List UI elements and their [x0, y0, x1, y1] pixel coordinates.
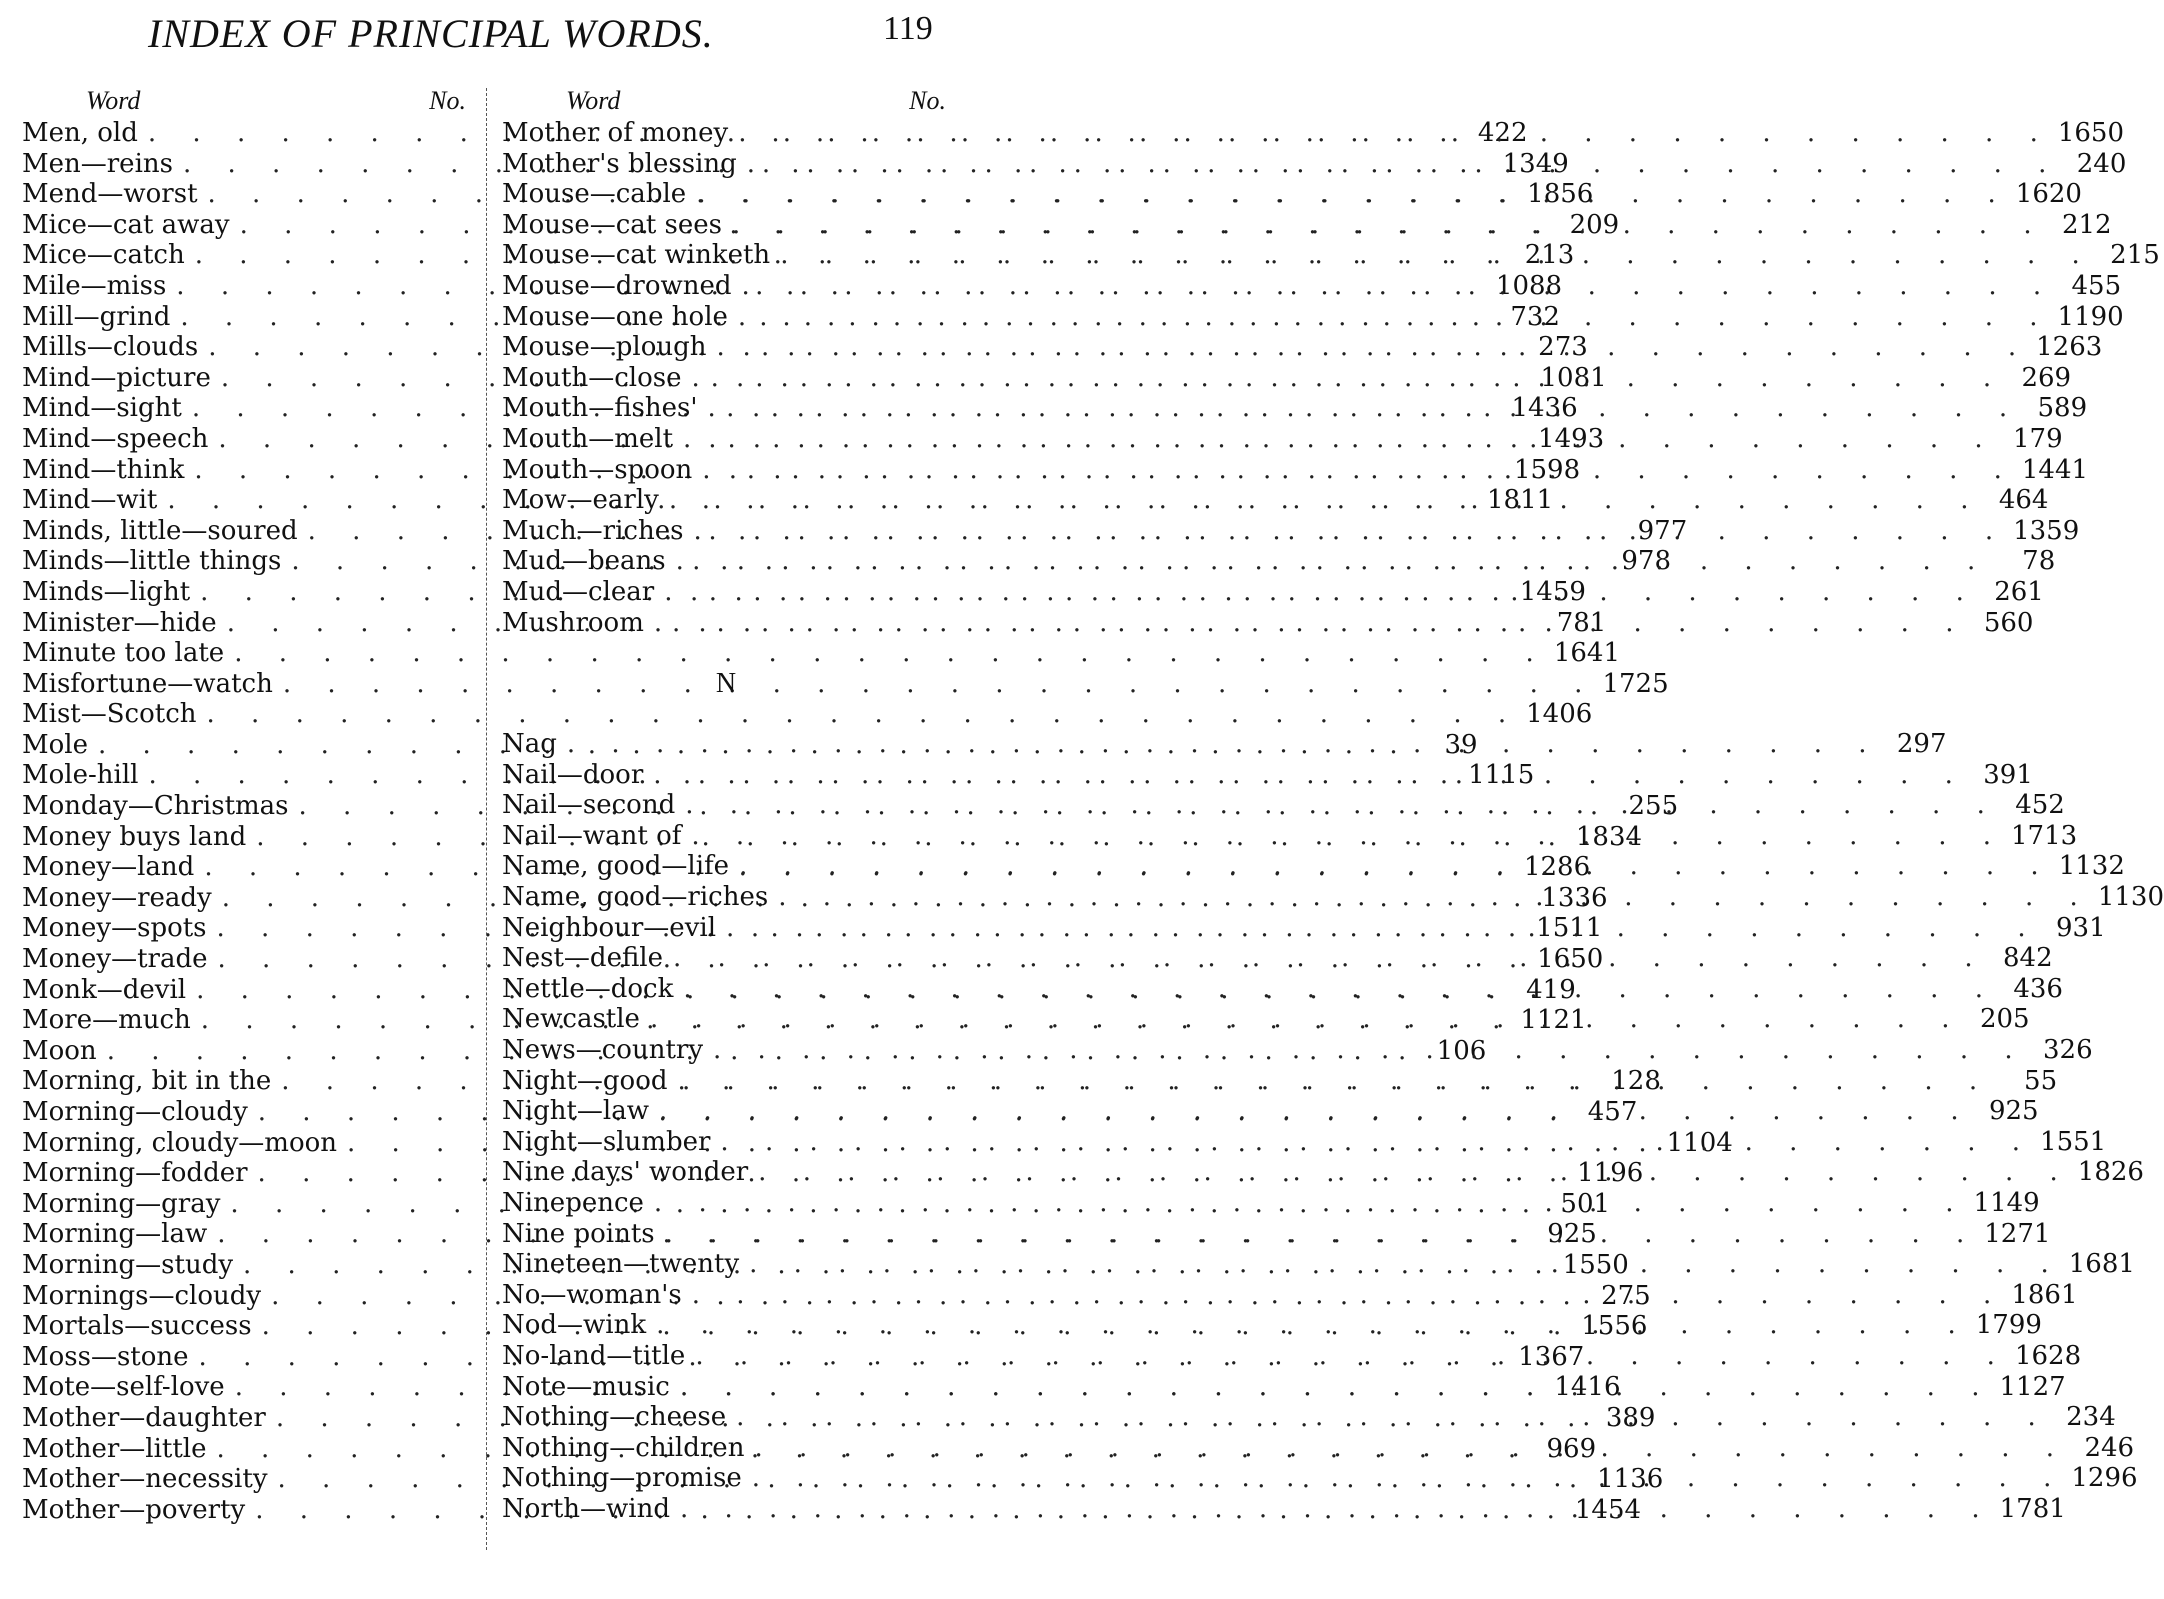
- entry-word: Monday—Christmas: [22, 791, 289, 822]
- entry-number: 261: [1994, 576, 2044, 607]
- leader-dots: [737, 149, 2061, 180]
- leader-dots: [673, 424, 1997, 455]
- entry-word: Mind—think: [22, 454, 185, 485]
- column-header-word: Word: [86, 86, 141, 115]
- entry-number: 969: [1546, 1433, 1597, 1464]
- entry-word: Night—good: [502, 1065, 668, 1096]
- entry-number: 212: [2061, 209, 2112, 240]
- entry-word: Nod—wink: [502, 1310, 647, 1341]
- entry-word: Mind—wit: [22, 485, 158, 516]
- entry-word: Mother—little: [22, 1433, 207, 1464]
- entry-number: 246: [2084, 1432, 2135, 1463]
- entry-number: 1454: [1574, 1494, 1642, 1525]
- entry-word: Mice—cat away: [22, 209, 230, 240]
- entry-number: 1811: [1486, 485, 1554, 516]
- entry-word: Mills—clouds: [22, 332, 199, 363]
- entry-word: Night—law: [502, 1096, 649, 1127]
- entry-word: Nothing—children: [502, 1432, 745, 1463]
- entry-number: 1286: [1523, 852, 1591, 883]
- entry-number: 1628: [2014, 1340, 2082, 1371]
- entry-word: Mill—grind: [22, 301, 171, 332]
- leader-dots: [722, 210, 2046, 241]
- entry-word: Mist—Scotch: [22, 699, 197, 730]
- entry-word: Mud—clear: [502, 576, 655, 607]
- leader-dots: [768, 882, 2092, 913]
- entry-number: 1081: [1540, 362, 1607, 393]
- column-header-number: No.: [909, 86, 946, 115]
- entry-number: 1115: [1468, 760, 1535, 791]
- leader-dots: [726, 1402, 2050, 1433]
- entry-word: Mouse—cat winketh: [502, 240, 771, 271]
- entry-word: Men—reins: [22, 148, 173, 179]
- entry-number: 1416: [1554, 1372, 1621, 1403]
- entry-number: 1127: [1999, 1371, 2066, 1402]
- entry-number: 419: [1526, 974, 1576, 1005]
- entry-number: 842: [2003, 943, 2053, 974]
- column-header-word: Word: [566, 86, 621, 115]
- entry-word: Nail—door: [502, 759, 644, 790]
- entry-number: 1650: [2057, 118, 2125, 148]
- entry-word: More—much: [22, 1005, 191, 1036]
- entry-word: Mother—daughter: [22, 1402, 266, 1433]
- leader-dots: [675, 790, 1999, 821]
- entry-number: 1359: [2013, 515, 2080, 546]
- entry-number: 389: [1605, 1402, 1656, 1433]
- entry-number: 732: [1510, 301, 1560, 332]
- index-entry: [22, 638, 1620, 669]
- entry-number: 1511: [1536, 913, 1603, 944]
- page-title: INDEX OF PRINCIPAL WORDS.: [148, 11, 714, 56]
- entry-word: Money—ready: [22, 882, 212, 913]
- entry-word: Nothing—cheese: [502, 1402, 727, 1433]
- leader-dots: [710, 1127, 2034, 1158]
- entry-word: Mouth—close: [502, 362, 682, 393]
- leader-dots: [729, 851, 2053, 882]
- entry-word: Nineteen—twenty: [502, 1249, 740, 1280]
- entry-word: Mortals—success: [22, 1311, 252, 1342]
- entry-word: Mushroom: [502, 607, 644, 638]
- leader-dots: [744, 1433, 2068, 1464]
- entry-number: 422: [1477, 118, 1528, 148]
- entry-number: 391: [1983, 759, 2033, 790]
- entry-number: 1271: [1984, 1218, 2051, 1249]
- entry-number: 1104: [1666, 1127, 1733, 1158]
- leader-dots: [557, 729, 1881, 760]
- entry-word: Nail—want of: [502, 820, 682, 851]
- entry-word: Name, good—life: [502, 851, 730, 882]
- leader-dots: [728, 118, 2052, 149]
- entry-number: 1725: [1602, 668, 1669, 699]
- entry-number: 215: [2110, 240, 2160, 271]
- entry-number: 1441: [2021, 454, 2089, 485]
- entry-number: 240: [2076, 148, 2127, 179]
- entry-number: 1436: [1511, 393, 1578, 424]
- entry-number: 1856: [1527, 179, 1594, 210]
- leader-dots: [728, 302, 2052, 333]
- entry-word: Nail—second: [502, 790, 676, 821]
- entry-number: 1349: [1502, 148, 1569, 179]
- entry-number: 297: [1896, 729, 1947, 760]
- entry-number: 1190: [2057, 301, 2124, 332]
- entry-word: Money—land: [22, 852, 195, 883]
- entry-number: 1834: [1575, 821, 1643, 852]
- entry-number: 1149: [1973, 1188, 2040, 1218]
- leader-dots: [681, 363, 2005, 394]
- entry-word: Mouse—drowned: [502, 270, 732, 301]
- entry-word: Minds—little things: [22, 546, 282, 577]
- entry-word: Much—riches: [502, 515, 684, 546]
- entry-number: 1598: [1513, 454, 1581, 485]
- index-entry: [22, 668, 1669, 700]
- entry-number: 1650: [1537, 944, 1604, 975]
- leader-dots: [681, 821, 2005, 852]
- entry-word: Mile—miss: [22, 270, 167, 301]
- entry-word: No-land—title: [502, 1340, 686, 1371]
- entry-number: 1826: [2077, 1157, 2144, 1188]
- entry-word: Morning—law: [22, 1219, 208, 1250]
- entry-word: Mice—catch: [22, 240, 185, 271]
- leader-dots: [732, 271, 2056, 302]
- entry-number: 977: [1637, 515, 1688, 546]
- entry-number: 209: [1569, 209, 1620, 240]
- entry-number: 1296: [2071, 1463, 2138, 1494]
- leader-dots: [742, 1463, 2066, 1494]
- entry-number: 269: [2021, 362, 2072, 393]
- entry-word: Mornings—cloudy: [22, 1280, 262, 1311]
- entry-word: No—woman's: [502, 1279, 682, 1310]
- entry-word: Name, good—riches: [502, 882, 769, 913]
- entry-word: Mote—self-love: [22, 1372, 225, 1403]
- leader-dots: [748, 1157, 2072, 1188]
- entry-word: Mother—poverty: [22, 1494, 246, 1525]
- entry-word: Mother's blessing: [502, 148, 737, 179]
- entry-word: Nothing—promise: [502, 1463, 742, 1494]
- entry-word: Mud—beans: [502, 546, 666, 577]
- entry-word: Minute too late: [22, 638, 225, 669]
- entry-number: 326: [2043, 1035, 2093, 1066]
- entry-number: 457: [1587, 1097, 1638, 1127]
- entry-word: Nettle—dock: [502, 973, 674, 1004]
- leader-dots: [692, 455, 2016, 486]
- leader-dots: [670, 1372, 1994, 1403]
- leader-dots: [686, 179, 2010, 210]
- page-header: [0, 10, 1000, 70]
- entry-number: 931: [2056, 912, 2106, 943]
- entry-word: Mouse—cat sees: [502, 209, 722, 240]
- entry-word: North—wind: [502, 1493, 670, 1524]
- entry-word: Minds, little—soured: [22, 515, 298, 546]
- entry-number: 128: [1611, 1066, 1661, 1097]
- entry-word: Night—slumber: [502, 1126, 711, 1157]
- entry-word: Monk—devil: [22, 974, 187, 1005]
- leader-dots: [646, 1310, 1970, 1341]
- entry-number: 1367: [1518, 1341, 1585, 1372]
- entry-number: 1620: [2015, 179, 2082, 210]
- column-divider: [486, 88, 487, 1550]
- entry-word: Mind—sight: [22, 393, 182, 424]
- entry-number: 1459: [1519, 576, 1586, 607]
- entry-word: Morning—cloudy: [22, 1097, 248, 1127]
- entry-number: 55: [2024, 1065, 2058, 1096]
- leader-dots: [685, 1341, 2009, 1372]
- leader-dots: [770, 240, 2094, 271]
- entry-word: Money—trade: [22, 944, 208, 975]
- entry-word: Nine points: [502, 1218, 655, 1249]
- entry-number: 455: [2071, 270, 2122, 301]
- entry-word: Nag: [502, 729, 557, 760]
- entry-number: 1196: [1577, 1158, 1644, 1189]
- entry-number: 1556: [1581, 1311, 1648, 1342]
- entry-number: 1781: [1999, 1493, 2066, 1524]
- entry-number: 1551: [2040, 1126, 2107, 1157]
- entry-word: Mind—speech: [22, 423, 209, 454]
- entry-number: 1121: [1520, 1005, 1587, 1036]
- entry-word: News—country: [502, 1035, 704, 1066]
- entry-number: 781: [1556, 607, 1607, 638]
- entry-word: Mouth—spoon: [502, 454, 693, 485]
- entry-number: 1799: [1975, 1310, 2042, 1341]
- entry-word: Neighbour—evil: [502, 912, 717, 943]
- entry-number: 39: [1444, 729, 1478, 760]
- entry-number: 275: [1601, 1280, 1651, 1311]
- entry-word: Men, old: [22, 118, 138, 148]
- entry-word: Mouse—plough: [502, 332, 707, 363]
- entry-word: Morning, cloudy—moon: [22, 1127, 337, 1158]
- entry-number: 925: [1547, 1219, 1597, 1250]
- entry-word: Money—spots: [22, 913, 207, 944]
- leader-dots: [644, 608, 1968, 639]
- column-header: [22, 86, 470, 118]
- entry-word: Nine days' wonder: [502, 1157, 749, 1188]
- entry-number: 234: [2066, 1402, 2116, 1433]
- leader-dots: [643, 760, 1967, 791]
- leader-dots: [683, 516, 2007, 547]
- entry-word: Ninepence: [502, 1188, 644, 1218]
- entry-number: 1136: [1597, 1464, 1664, 1495]
- entry-number: 452: [2015, 790, 2065, 821]
- entry-number: 255: [1628, 791, 1679, 822]
- entry-word: Money buys land: [22, 821, 247, 852]
- entry-word: Mend—worst: [22, 179, 198, 210]
- column-header: [502, 86, 950, 118]
- entry-number: 205: [1979, 1004, 2030, 1035]
- leader-dots: [698, 393, 2022, 424]
- entry-word: Mole: [22, 729, 88, 760]
- entry-word: Nest—defile: [502, 943, 664, 974]
- leader-dots: [655, 1219, 1979, 1250]
- entry-word: Moss—stone: [22, 1341, 189, 1372]
- entry-number: 1493: [1538, 423, 1605, 454]
- entry-number: 1406: [1526, 699, 1593, 730]
- leader-dots: [654, 577, 1978, 608]
- entry-word: Misfortune—watch: [22, 668, 273, 699]
- leader-dots: [682, 1280, 2006, 1311]
- leader-dots: [663, 943, 1987, 974]
- entry-number: 1641: [1553, 638, 1620, 669]
- leader-dots: [707, 332, 2031, 363]
- index-entry: [22, 699, 1593, 730]
- leader-dots: [659, 485, 1983, 516]
- entry-number: 1713: [2011, 820, 2078, 851]
- entry-word: Moon: [22, 1035, 97, 1066]
- entry-word: Mouth—melt: [502, 423, 674, 454]
- leader-dots: [644, 1188, 1968, 1219]
- leader-dots: [673, 974, 1997, 1005]
- entry-number: 925: [1988, 1096, 2039, 1127]
- entry-number: 1088: [1495, 270, 1563, 301]
- section-letter-heading: N: [715, 667, 737, 699]
- entry-number: 464: [1998, 485, 2049, 516]
- entry-word: Morning—fodder: [22, 1158, 248, 1189]
- entry-word: Mother—necessity: [22, 1464, 268, 1495]
- entry-word: Mouse—one hole: [502, 301, 728, 332]
- entry-number: 501: [1560, 1188, 1611, 1219]
- leader-dots: [666, 546, 1990, 577]
- entry-number: 1130: [2097, 882, 2164, 913]
- entry-word: Morning, bit in the: [22, 1066, 272, 1097]
- entry-number: 1681: [2068, 1249, 2135, 1280]
- entry-word: Mouse—cable: [502, 179, 687, 210]
- entry-number: 1861: [2011, 1279, 2078, 1310]
- entry-number: 106: [1436, 1035, 1487, 1066]
- entry-word: Morning—study: [22, 1249, 234, 1280]
- entry-word: Mow—early: [502, 485, 659, 516]
- entry-word: Mother of money: [502, 118, 729, 148]
- entry-number: 1336: [1541, 882, 1608, 913]
- entry-word: Newcastle: [502, 1004, 640, 1035]
- column-header-number: No.: [429, 86, 466, 115]
- entry-word: Mind—picture: [22, 362, 211, 393]
- entry-number: 978: [1621, 546, 1672, 577]
- leader-dots: [649, 1096, 1973, 1127]
- leader-dots: [640, 1004, 1964, 1035]
- entry-number: 273: [1538, 332, 1588, 363]
- leader-dots: [668, 1066, 1992, 1097]
- entry-word: Note—music: [502, 1371, 670, 1402]
- entry-number: 589: [2037, 393, 2088, 424]
- entry-number: 1132: [2058, 851, 2125, 882]
- page-number: 119: [883, 10, 933, 47]
- entry-number: 1550: [1562, 1249, 1629, 1280]
- entry-number: 1263: [2036, 332, 2103, 363]
- entry-word: Minister—hide: [22, 607, 217, 638]
- leader-dots: [703, 1035, 2027, 1066]
- entry-number: 78: [2022, 546, 2056, 577]
- entry-word: Morning—gray: [22, 1188, 221, 1219]
- entry-word: Minds—light: [22, 576, 191, 607]
- leader-dots: [716, 913, 2040, 944]
- leader-dots: [739, 1249, 2063, 1280]
- entry-word: Mole-hill: [22, 760, 139, 791]
- entry-number: 436: [2013, 973, 2063, 1004]
- leader-dots: [670, 1494, 1994, 1525]
- entry-number: 560: [1983, 607, 2034, 638]
- entry-word: Mouth—fishes': [502, 393, 698, 424]
- entry-number: 213: [1524, 240, 1575, 271]
- entry-number: 179: [2013, 423, 2063, 454]
